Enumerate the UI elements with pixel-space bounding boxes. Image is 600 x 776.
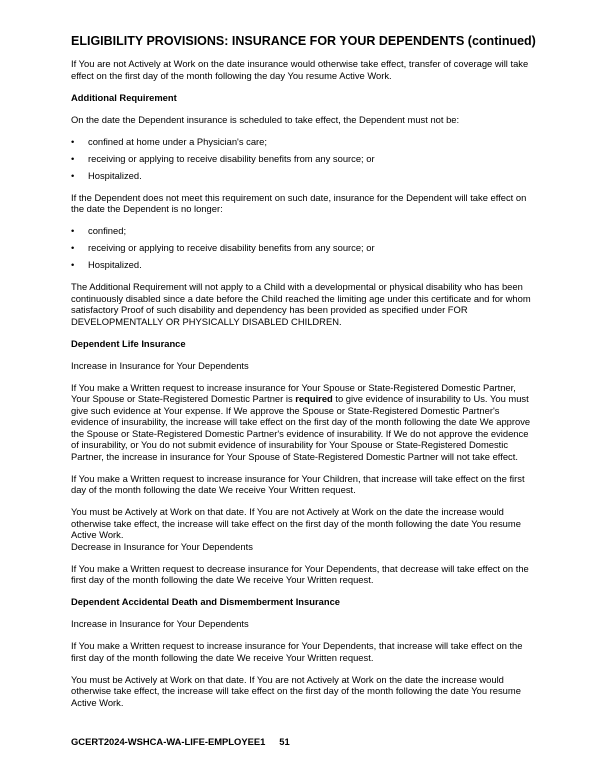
list-item: • receiving or applying to receive disability benefits from any source; or — [71, 152, 375, 164]
additional-requirement-closing: The Additional Requirement will not apply to a Child with a developmental or physical disability who has been continuously disabled since a date before the Child reached the limiting age under this certificate and for whom satisfactory Proof of such disability and dependency has been provided as specified under FOR DEVELOPMENTALLY OR PHYSICALLY DISABLED CHILDREN. — [71, 281, 531, 327]
document-page — [71, 34, 536, 719]
page-footer — [71, 736, 290, 747]
bullet-icon: • — [71, 152, 75, 164]
dependent-life-decrease-label: Decrease in Insurance for Your Dependents — [71, 540, 253, 552]
list-item: • Hospitalized. — [71, 259, 142, 270]
list-item: • Hospitalized. — [71, 169, 142, 181]
dependent-add-active-paragraph: You must be Actively at Work on that date. If You are not Actively at Work on the date the increase would otherwise take effect, the increase will take effect on the first day of the month following the date You resume Active Work. — [71, 673, 521, 708]
no-longer-list — [71, 225, 531, 271]
additional-requirement-lead: On the date the Dependent insurance is scheduled to take effect, the Dependent must not be: — [71, 113, 460, 125]
additional-requirement-heading: Additional Requirement — [71, 91, 177, 103]
decrease-paragraph: If You make a Written request to decrease insurance for Your Dependents, that decrease will take effect on the first day of the month following the date We receive Your Written request. — [71, 562, 529, 585]
dependent-add-heading: Dependent Accidental Death and Dismemberment Insurance — [71, 596, 340, 607]
bullet-icon: • — [71, 169, 75, 181]
intro-paragraph: If You are not Actively at Work on the date insurance would otherwise take effect, transfer of coverage will take effect on the first day of the month following the day You resume Active Work. — [71, 58, 529, 81]
page-number: 51 — [279, 736, 290, 747]
additional-requirement-middle: If the Dependent does not meet this requirement on such date, insurance for the Dependent will take effect on the date the Dependent is no longer: — [71, 191, 527, 214]
dependent-life-heading: Dependent Life Insurance — [71, 337, 186, 349]
bullet-icon: • — [71, 242, 75, 253]
dependent-life-increase-label: Increase in Insurance for Your Dependents — [71, 359, 249, 371]
page-title: ELIGIBILITY PROVISIONS: INSURANCE FOR YOUR DEPENDENTS (continued) — [71, 34, 536, 48]
document-id: GCERT2024-WSHCA-WA-LIFE-EMPLOYEE1 — [71, 736, 266, 747]
spouse-increase-paragraph: If You make a Written request to increase insurance for Your Spouse or State-Registered Domestic Partner, Your Spouse or State-Registered Domestic Partner is required to give evidence of insurability to Us. You must give such evidence at Your expense. If We approve the Spouse or State-Registered Domestic Partner's evidence of insurability, the increase will take effect on the first day of the month following the date We approve the Spouse or State-Registered Domestic Partner's evidence of insurability. If We do not approve the evidence of insurability, or You do not submit evidence of insurability for Your Spouse or State-Registered Domestic Partner, the increase in insurance for Your Spouse of State-Registered Domestic Partner will not take effect. — [71, 381, 531, 462]
list-item: • confined at home under a Physician's care; — [71, 135, 267, 147]
dependent-add-increase-paragraph: If You make a Written request to increase insurance for Your Dependents, that increase will take effect on the first day of the month following the date We receive Your Written request. — [71, 640, 523, 663]
active-work-paragraph: You must be Actively at Work on that date. If You are not Actively at Work on the date the increase would otherwise take effect, the increase will take effect on the first day of the month following the date You resume Active Work. — [71, 506, 521, 540]
bullet-icon: • — [71, 259, 75, 270]
bullet-icon: • — [71, 135, 75, 147]
list-item: • receiving or applying to receive disability benefits from any source; or — [71, 242, 375, 253]
not-eligible-list — [71, 136, 531, 182]
dependent-add-increase-label: Increase in Insurance for Your Dependents — [71, 618, 249, 629]
children-increase-paragraph: If You make a Written request to increase insurance for Your Children, that increase will take effect on the first day of the month following the date We receive Your Written request. — [71, 472, 525, 495]
bullet-icon: • — [71, 225, 75, 236]
list-item: • confined; — [71, 225, 127, 236]
